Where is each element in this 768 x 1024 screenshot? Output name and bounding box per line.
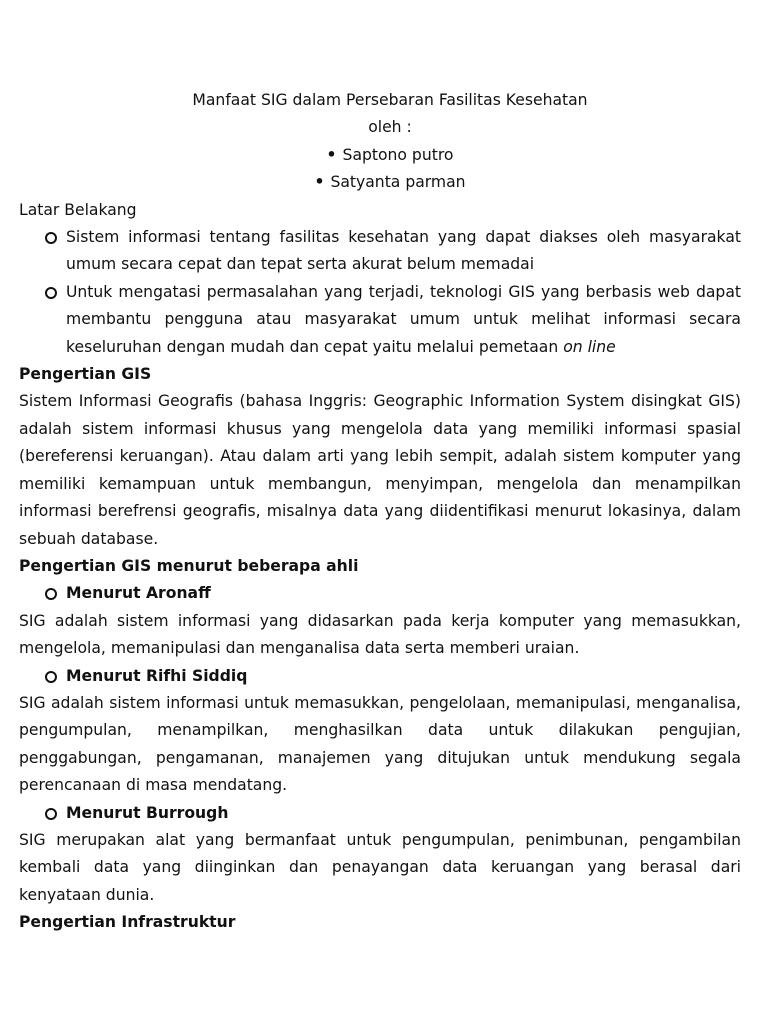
- expert-name: Menurut Burrough: [66, 803, 229, 822]
- expert-heading: [19, 800, 741, 827]
- by-label: oleh :: [368, 118, 412, 137]
- author-line: [19, 169, 741, 196]
- document-title: Manfaat SIG dalam Persebaran Fasilitas Kesehatan: [192, 91, 588, 109]
- expert-paragraph: SIG adalah sistem informasi yang didasarkan pada kerja komputer yang memasukkan, mengelola, memanipulasi dan menganalisa data serta memberi uraian.: [19, 611, 741, 658]
- expert-paragraph: SIG merupakan alat yang bermanfaat untuk pengumpulan, penimbunan, pengambilan kembali data yang diinginkan dan penayangan data keruangan yang berasal dari kenyataan dunia.: [19, 830, 741, 904]
- background-list: [19, 224, 741, 361]
- author-name: Saptono putro: [342, 145, 454, 164]
- author-line: [19, 142, 741, 169]
- list-item-emphasis: on line: [563, 337, 616, 356]
- expert-heading: [19, 580, 741, 607]
- expert-name: Menurut Aronaff: [66, 584, 211, 603]
- ring-bullet-icon: [45, 287, 57, 299]
- ring-bullet-icon: [45, 808, 57, 820]
- ring-bullet-icon: [45, 588, 57, 600]
- ring-bullet-icon: [45, 232, 57, 244]
- section-heading: Pengertian Infrastruktur: [19, 913, 236, 932]
- section-paragraph: Sistem Informasi Geografis (bahasa Inggris: Geographic Information System disingkat GIS) adalah sistem informasi khusus yang mengelola data yang memiliki informasi spasial (bereferensi keruangan). Atau dalam arti yang lebih sempit, adalah sistem komputer yang memiliki kemampuan untuk membangun, menyimpan, mengelola dan menampilkan informasi berefrensi geografis, misalnya data yang diidentifikasi menurut lokasinya, dalam sebuah database.: [19, 392, 741, 548]
- expert-paragraph: SIG adalah sistem informasi untuk memasukkan, pengelolaan, memanipulasi, menganalisa, pengumpulan, menampilkan, menghasilkan data untuk dilakukan pengujian, penggabungan, pengamanan, manajemen yang ditujukan untuk mendukung segala perencanaan di masa mendatang.: [19, 693, 741, 795]
- background-heading: Latar Belakang: [19, 200, 137, 219]
- bullet-icon: •: [326, 145, 337, 164]
- expert-heading: [19, 663, 741, 690]
- list-item: [19, 224, 741, 279]
- ring-bullet-icon: [45, 671, 57, 683]
- section-heading: Pengertian GIS: [19, 365, 152, 384]
- list-item-text: Untuk mengatasi permasalahan yang terjadi, teknologi GIS yang berbasis web dapat membantu pengguna atau masyarakat umum untuk melihat informasi secara keseluruhan dengan mudah dan cepat yaitu melalui pemetaan: [66, 282, 741, 356]
- list-item-text: Sistem informasi tentang fasilitas kesehatan yang dapat diakses oleh masyarakat umum secara cepat dan tepat serta akurat belum memadai: [66, 228, 741, 274]
- expert-name: Menurut Rifhi Siddiq: [66, 666, 248, 685]
- section-heading: Pengertian GIS menurut beberapa ahli: [19, 556, 359, 575]
- bullet-icon: •: [314, 173, 325, 192]
- author-name: Satyanta parman: [330, 173, 466, 192]
- list-item: [19, 279, 741, 361]
